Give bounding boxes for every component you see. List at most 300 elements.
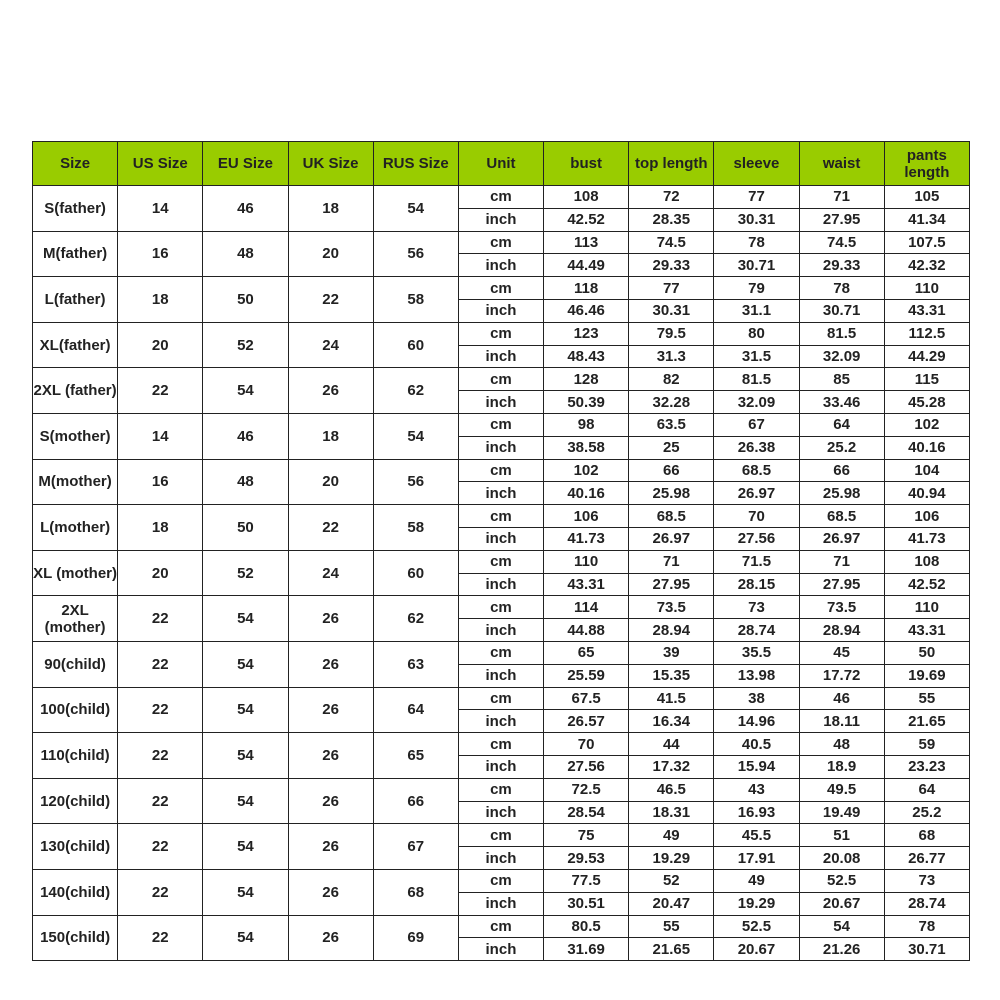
unit-cell: inch — [458, 345, 543, 368]
size-cell: 2XL (mother) — [33, 596, 118, 642]
table-row — [33, 277, 970, 300]
us-size-cell: 14 — [118, 413, 203, 459]
rus-size-cell: 62 — [373, 596, 458, 642]
table-row — [33, 368, 970, 391]
measure-cell: 106 — [544, 505, 629, 528]
measure-cell: 64 — [884, 778, 969, 801]
uk-size-cell: 26 — [288, 915, 373, 961]
unit-cell: inch — [458, 847, 543, 870]
header-cell-uk-size: UK Size — [288, 142, 373, 186]
measure-cell: 108 — [544, 186, 629, 209]
measure-cell: 14.96 — [714, 710, 799, 733]
rus-size-cell: 54 — [373, 413, 458, 459]
size-cell: S(mother) — [33, 413, 118, 459]
table-row — [33, 641, 970, 664]
rus-size-cell: 68 — [373, 869, 458, 915]
unit-cell: cm — [458, 505, 543, 528]
measure-cell: 26.77 — [884, 847, 969, 870]
measure-cell: 50.39 — [544, 391, 629, 414]
eu-size-cell: 52 — [203, 322, 288, 368]
measure-cell: 28.74 — [714, 619, 799, 642]
size-cell: S(father) — [33, 186, 118, 232]
header-cell-sleeve: sleeve — [714, 142, 799, 186]
measure-cell: 28.54 — [544, 801, 629, 824]
table-row — [33, 413, 970, 436]
measure-cell: 42.32 — [884, 254, 969, 277]
measure-cell: 104 — [884, 459, 969, 482]
eu-size-cell: 50 — [203, 505, 288, 551]
measure-cell: 82 — [629, 368, 714, 391]
measure-cell: 80.5 — [544, 915, 629, 938]
measure-cell: 40.94 — [884, 482, 969, 505]
measure-cell: 72 — [629, 186, 714, 209]
us-size-cell: 18 — [118, 277, 203, 323]
measure-cell: 63.5 — [629, 413, 714, 436]
measure-cell: 43.31 — [884, 619, 969, 642]
size-cell: 120(child) — [33, 778, 118, 824]
measure-cell: 26.97 — [714, 482, 799, 505]
rus-size-cell: 58 — [373, 277, 458, 323]
eu-size-cell: 48 — [203, 459, 288, 505]
eu-size-cell: 54 — [203, 596, 288, 642]
size-cell: 100(child) — [33, 687, 118, 733]
measure-cell: 55 — [629, 915, 714, 938]
uk-size-cell: 26 — [288, 641, 373, 687]
measure-cell: 74.5 — [799, 231, 884, 254]
eu-size-cell: 50 — [203, 277, 288, 323]
header-cell-bust: bust — [544, 142, 629, 186]
uk-size-cell: 24 — [288, 322, 373, 368]
unit-cell: cm — [458, 277, 543, 300]
header-cell-size: Size — [33, 142, 118, 186]
measure-cell: 27.56 — [714, 527, 799, 550]
measure-cell: 18.31 — [629, 801, 714, 824]
measure-cell: 79 — [714, 277, 799, 300]
unit-cell: cm — [458, 778, 543, 801]
unit-cell: cm — [458, 915, 543, 938]
measure-cell: 123 — [544, 322, 629, 345]
measure-cell: 17.72 — [799, 664, 884, 687]
measure-cell: 115 — [884, 368, 969, 391]
us-size-cell: 16 — [118, 231, 203, 277]
measure-cell: 46.5 — [629, 778, 714, 801]
unit-cell: inch — [458, 436, 543, 459]
measure-cell: 81.5 — [799, 322, 884, 345]
header-cell-rus-size: RUS Size — [373, 142, 458, 186]
size-cell: L(father) — [33, 277, 118, 323]
measure-cell: 72.5 — [544, 778, 629, 801]
measure-cell: 28.94 — [799, 619, 884, 642]
unit-cell: cm — [458, 550, 543, 573]
measure-cell: 25.98 — [629, 482, 714, 505]
rus-size-cell: 56 — [373, 231, 458, 277]
table-row — [33, 186, 970, 209]
measure-cell: 43.31 — [884, 299, 969, 322]
measure-cell: 77.5 — [544, 869, 629, 892]
header-cell-top-length: top length — [629, 142, 714, 186]
eu-size-cell: 54 — [203, 824, 288, 870]
measure-cell: 44.88 — [544, 619, 629, 642]
measure-cell: 42.52 — [884, 573, 969, 596]
unit-cell: cm — [458, 824, 543, 847]
measure-cell: 107.5 — [884, 231, 969, 254]
unit-cell: inch — [458, 619, 543, 642]
measure-cell: 128 — [544, 368, 629, 391]
measure-cell: 32.09 — [799, 345, 884, 368]
uk-size-cell: 24 — [288, 550, 373, 596]
uk-size-cell: 18 — [288, 186, 373, 232]
measure-cell: 25.2 — [884, 801, 969, 824]
measure-cell: 28.94 — [629, 619, 714, 642]
us-size-cell: 18 — [118, 505, 203, 551]
uk-size-cell: 26 — [288, 824, 373, 870]
eu-size-cell: 54 — [203, 778, 288, 824]
uk-size-cell: 18 — [288, 413, 373, 459]
measure-cell: 21.26 — [799, 938, 884, 961]
measure-cell: 105 — [884, 186, 969, 209]
us-size-cell: 22 — [118, 368, 203, 414]
measure-cell: 77 — [629, 277, 714, 300]
header-cell-us-size: US Size — [118, 142, 203, 186]
measure-cell: 110 — [544, 550, 629, 573]
header-cell-unit: Unit — [458, 142, 543, 186]
measure-cell: 25 — [629, 436, 714, 459]
size-cell: 110(child) — [33, 733, 118, 779]
unit-cell: inch — [458, 254, 543, 277]
measure-cell: 48.43 — [544, 345, 629, 368]
unit-cell: cm — [458, 641, 543, 664]
rus-size-cell: 64 — [373, 687, 458, 733]
measure-cell: 46 — [799, 687, 884, 710]
measure-cell: 13.98 — [714, 664, 799, 687]
eu-size-cell: 48 — [203, 231, 288, 277]
measure-cell: 27.95 — [799, 573, 884, 596]
measure-cell: 32.28 — [629, 391, 714, 414]
measure-cell: 29.33 — [629, 254, 714, 277]
measure-cell: 17.32 — [629, 755, 714, 778]
measure-cell: 48 — [799, 733, 884, 756]
measure-cell: 78 — [714, 231, 799, 254]
measure-cell: 102 — [884, 413, 969, 436]
rus-size-cell: 56 — [373, 459, 458, 505]
measure-cell: 102 — [544, 459, 629, 482]
measure-cell: 67 — [714, 413, 799, 436]
measure-cell: 44.29 — [884, 345, 969, 368]
measure-cell: 30.31 — [714, 208, 799, 231]
us-size-cell: 22 — [118, 687, 203, 733]
measure-cell: 68.5 — [714, 459, 799, 482]
measure-cell: 74.5 — [629, 231, 714, 254]
us-size-cell: 22 — [118, 824, 203, 870]
size-cell: 130(child) — [33, 824, 118, 870]
uk-size-cell: 26 — [288, 596, 373, 642]
measure-cell: 49 — [714, 869, 799, 892]
measure-cell: 23.23 — [884, 755, 969, 778]
measure-cell: 31.69 — [544, 938, 629, 961]
rus-size-cell: 69 — [373, 915, 458, 961]
size-cell: XL(father) — [33, 322, 118, 368]
measure-cell: 68.5 — [799, 505, 884, 528]
rus-size-cell: 66 — [373, 778, 458, 824]
measure-cell: 26.57 — [544, 710, 629, 733]
size-cell: 90(child) — [33, 641, 118, 687]
measure-cell: 70 — [714, 505, 799, 528]
measure-cell: 49 — [629, 824, 714, 847]
measure-cell: 77 — [714, 186, 799, 209]
us-size-cell: 14 — [118, 186, 203, 232]
rus-size-cell: 58 — [373, 505, 458, 551]
measure-cell: 35.5 — [714, 641, 799, 664]
us-size-cell: 22 — [118, 778, 203, 824]
table-row — [33, 869, 970, 892]
rus-size-cell: 62 — [373, 368, 458, 414]
table-row — [33, 231, 970, 254]
measure-cell: 26.97 — [799, 527, 884, 550]
size-cell: M(mother) — [33, 459, 118, 505]
measure-cell: 45 — [799, 641, 884, 664]
measure-cell: 50 — [884, 641, 969, 664]
table-row — [33, 596, 970, 619]
measure-cell: 28.15 — [714, 573, 799, 596]
measure-cell: 46.46 — [544, 299, 629, 322]
measure-cell: 71 — [799, 550, 884, 573]
measure-cell: 52.5 — [799, 869, 884, 892]
measure-cell: 113 — [544, 231, 629, 254]
measure-cell: 27.95 — [799, 208, 884, 231]
table-row — [33, 550, 970, 573]
measure-cell: 106 — [884, 505, 969, 528]
unit-cell: inch — [458, 299, 543, 322]
header-cell-pants-length: pants length — [884, 142, 969, 186]
measure-cell: 41.5 — [629, 687, 714, 710]
table-row — [33, 459, 970, 482]
us-size-cell: 20 — [118, 322, 203, 368]
uk-size-cell: 22 — [288, 505, 373, 551]
unit-cell: cm — [458, 186, 543, 209]
uk-size-cell: 26 — [288, 733, 373, 779]
size-chart-table — [32, 141, 970, 961]
measure-cell: 20.67 — [714, 938, 799, 961]
unit-cell: cm — [458, 459, 543, 482]
measure-cell: 18.9 — [799, 755, 884, 778]
eu-size-cell: 46 — [203, 186, 288, 232]
rus-size-cell: 60 — [373, 550, 458, 596]
table-row — [33, 824, 970, 847]
measure-cell: 68.5 — [629, 505, 714, 528]
measure-cell: 110 — [884, 277, 969, 300]
unit-cell: inch — [458, 208, 543, 231]
unit-cell: cm — [458, 869, 543, 892]
measure-cell: 114 — [544, 596, 629, 619]
measure-cell: 18.11 — [799, 710, 884, 733]
header-cell-waist: waist — [799, 142, 884, 186]
unit-cell: inch — [458, 391, 543, 414]
measure-cell: 38.58 — [544, 436, 629, 459]
measure-cell: 49.5 — [799, 778, 884, 801]
unit-cell: cm — [458, 733, 543, 756]
rus-size-cell: 54 — [373, 186, 458, 232]
measure-cell: 78 — [799, 277, 884, 300]
measure-cell: 73 — [714, 596, 799, 619]
measure-cell: 45.5 — [714, 824, 799, 847]
us-size-cell: 22 — [118, 915, 203, 961]
measure-cell: 44 — [629, 733, 714, 756]
measure-cell: 81.5 — [714, 368, 799, 391]
eu-size-cell: 54 — [203, 733, 288, 779]
unit-cell: inch — [458, 801, 543, 824]
eu-size-cell: 54 — [203, 641, 288, 687]
measure-cell: 78 — [884, 915, 969, 938]
size-cell: XL (mother) — [33, 550, 118, 596]
measure-cell: 30.71 — [714, 254, 799, 277]
uk-size-cell: 22 — [288, 277, 373, 323]
unit-cell: inch — [458, 710, 543, 733]
measure-cell: 29.53 — [544, 847, 629, 870]
measure-cell: 21.65 — [884, 710, 969, 733]
unit-cell: cm — [458, 322, 543, 345]
uk-size-cell: 20 — [288, 459, 373, 505]
rus-size-cell: 65 — [373, 733, 458, 779]
measure-cell: 26.38 — [714, 436, 799, 459]
measure-cell: 31.5 — [714, 345, 799, 368]
measure-cell: 17.91 — [714, 847, 799, 870]
measure-cell: 31.1 — [714, 299, 799, 322]
measure-cell: 68 — [884, 824, 969, 847]
size-cell: M(father) — [33, 231, 118, 277]
measure-cell: 110 — [884, 596, 969, 619]
unit-cell: cm — [458, 687, 543, 710]
table-row — [33, 915, 970, 938]
eu-size-cell: 52 — [203, 550, 288, 596]
uk-size-cell: 26 — [288, 368, 373, 414]
unit-cell: inch — [458, 482, 543, 505]
us-size-cell: 22 — [118, 641, 203, 687]
measure-cell: 71.5 — [714, 550, 799, 573]
measure-cell: 71 — [799, 186, 884, 209]
measure-cell: 39 — [629, 641, 714, 664]
measure-cell: 44.49 — [544, 254, 629, 277]
header-row — [33, 142, 970, 186]
measure-cell: 75 — [544, 824, 629, 847]
measure-cell: 19.29 — [714, 892, 799, 915]
measure-cell: 66 — [629, 459, 714, 482]
measure-cell: 29.33 — [799, 254, 884, 277]
measure-cell: 85 — [799, 368, 884, 391]
measure-cell: 38 — [714, 687, 799, 710]
measure-cell: 28.35 — [629, 208, 714, 231]
measure-cell: 30.71 — [799, 299, 884, 322]
eu-size-cell: 54 — [203, 368, 288, 414]
measure-cell: 43 — [714, 778, 799, 801]
unit-cell: inch — [458, 938, 543, 961]
measure-cell: 31.3 — [629, 345, 714, 368]
unit-cell: inch — [458, 527, 543, 550]
size-cell: 150(child) — [33, 915, 118, 961]
measure-cell: 80 — [714, 322, 799, 345]
us-size-cell: 22 — [118, 733, 203, 779]
measure-cell: 16.93 — [714, 801, 799, 824]
measure-cell: 51 — [799, 824, 884, 847]
rus-size-cell: 60 — [373, 322, 458, 368]
measure-cell: 55 — [884, 687, 969, 710]
unit-cell: cm — [458, 368, 543, 391]
us-size-cell: 22 — [118, 596, 203, 642]
table-row — [33, 733, 970, 756]
eu-size-cell: 54 — [203, 915, 288, 961]
measure-cell: 19.29 — [629, 847, 714, 870]
measure-cell: 19.69 — [884, 664, 969, 687]
measure-cell: 52 — [629, 869, 714, 892]
uk-size-cell: 20 — [288, 231, 373, 277]
rus-size-cell: 67 — [373, 824, 458, 870]
measure-cell: 73 — [884, 869, 969, 892]
measure-cell: 64 — [799, 413, 884, 436]
measure-cell: 30.71 — [884, 938, 969, 961]
measure-cell: 66 — [799, 459, 884, 482]
measure-cell: 30.31 — [629, 299, 714, 322]
unit-cell: cm — [458, 413, 543, 436]
measure-cell: 40.16 — [884, 436, 969, 459]
measure-cell: 41.34 — [884, 208, 969, 231]
table-row — [33, 778, 970, 801]
measure-cell: 26.97 — [629, 527, 714, 550]
measure-cell: 43.31 — [544, 573, 629, 596]
header-cell-eu-size: EU Size — [203, 142, 288, 186]
measure-cell: 15.94 — [714, 755, 799, 778]
measure-cell: 25.59 — [544, 664, 629, 687]
measure-cell: 71 — [629, 550, 714, 573]
measure-cell: 20.08 — [799, 847, 884, 870]
measure-cell: 33.46 — [799, 391, 884, 414]
measure-cell: 65 — [544, 641, 629, 664]
measure-cell: 25.2 — [799, 436, 884, 459]
measure-cell: 54 — [799, 915, 884, 938]
measure-cell: 67.5 — [544, 687, 629, 710]
measure-cell: 20.47 — [629, 892, 714, 915]
measure-cell: 118 — [544, 277, 629, 300]
measure-cell: 73.5 — [629, 596, 714, 619]
measure-cell: 16.34 — [629, 710, 714, 733]
measure-cell: 19.49 — [799, 801, 884, 824]
measure-cell: 25.98 — [799, 482, 884, 505]
size-cell: L(mother) — [33, 505, 118, 551]
unit-cell: inch — [458, 892, 543, 915]
unit-cell: inch — [458, 573, 543, 596]
us-size-cell: 22 — [118, 869, 203, 915]
measure-cell: 40.16 — [544, 482, 629, 505]
measure-cell: 70 — [544, 733, 629, 756]
measure-cell: 27.95 — [629, 573, 714, 596]
unit-cell: cm — [458, 596, 543, 619]
unit-cell: cm — [458, 231, 543, 254]
measure-cell: 59 — [884, 733, 969, 756]
measure-cell: 27.56 — [544, 755, 629, 778]
measure-cell: 21.65 — [629, 938, 714, 961]
measure-cell: 32.09 — [714, 391, 799, 414]
size-cell: 140(child) — [33, 869, 118, 915]
us-size-cell: 16 — [118, 459, 203, 505]
table-row — [33, 322, 970, 345]
measure-cell: 30.51 — [544, 892, 629, 915]
measure-cell: 28.74 — [884, 892, 969, 915]
measure-cell: 79.5 — [629, 322, 714, 345]
measure-cell: 41.73 — [544, 527, 629, 550]
eu-size-cell: 54 — [203, 869, 288, 915]
uk-size-cell: 26 — [288, 778, 373, 824]
table-row — [33, 687, 970, 710]
measure-cell: 15.35 — [629, 664, 714, 687]
uk-size-cell: 26 — [288, 687, 373, 733]
